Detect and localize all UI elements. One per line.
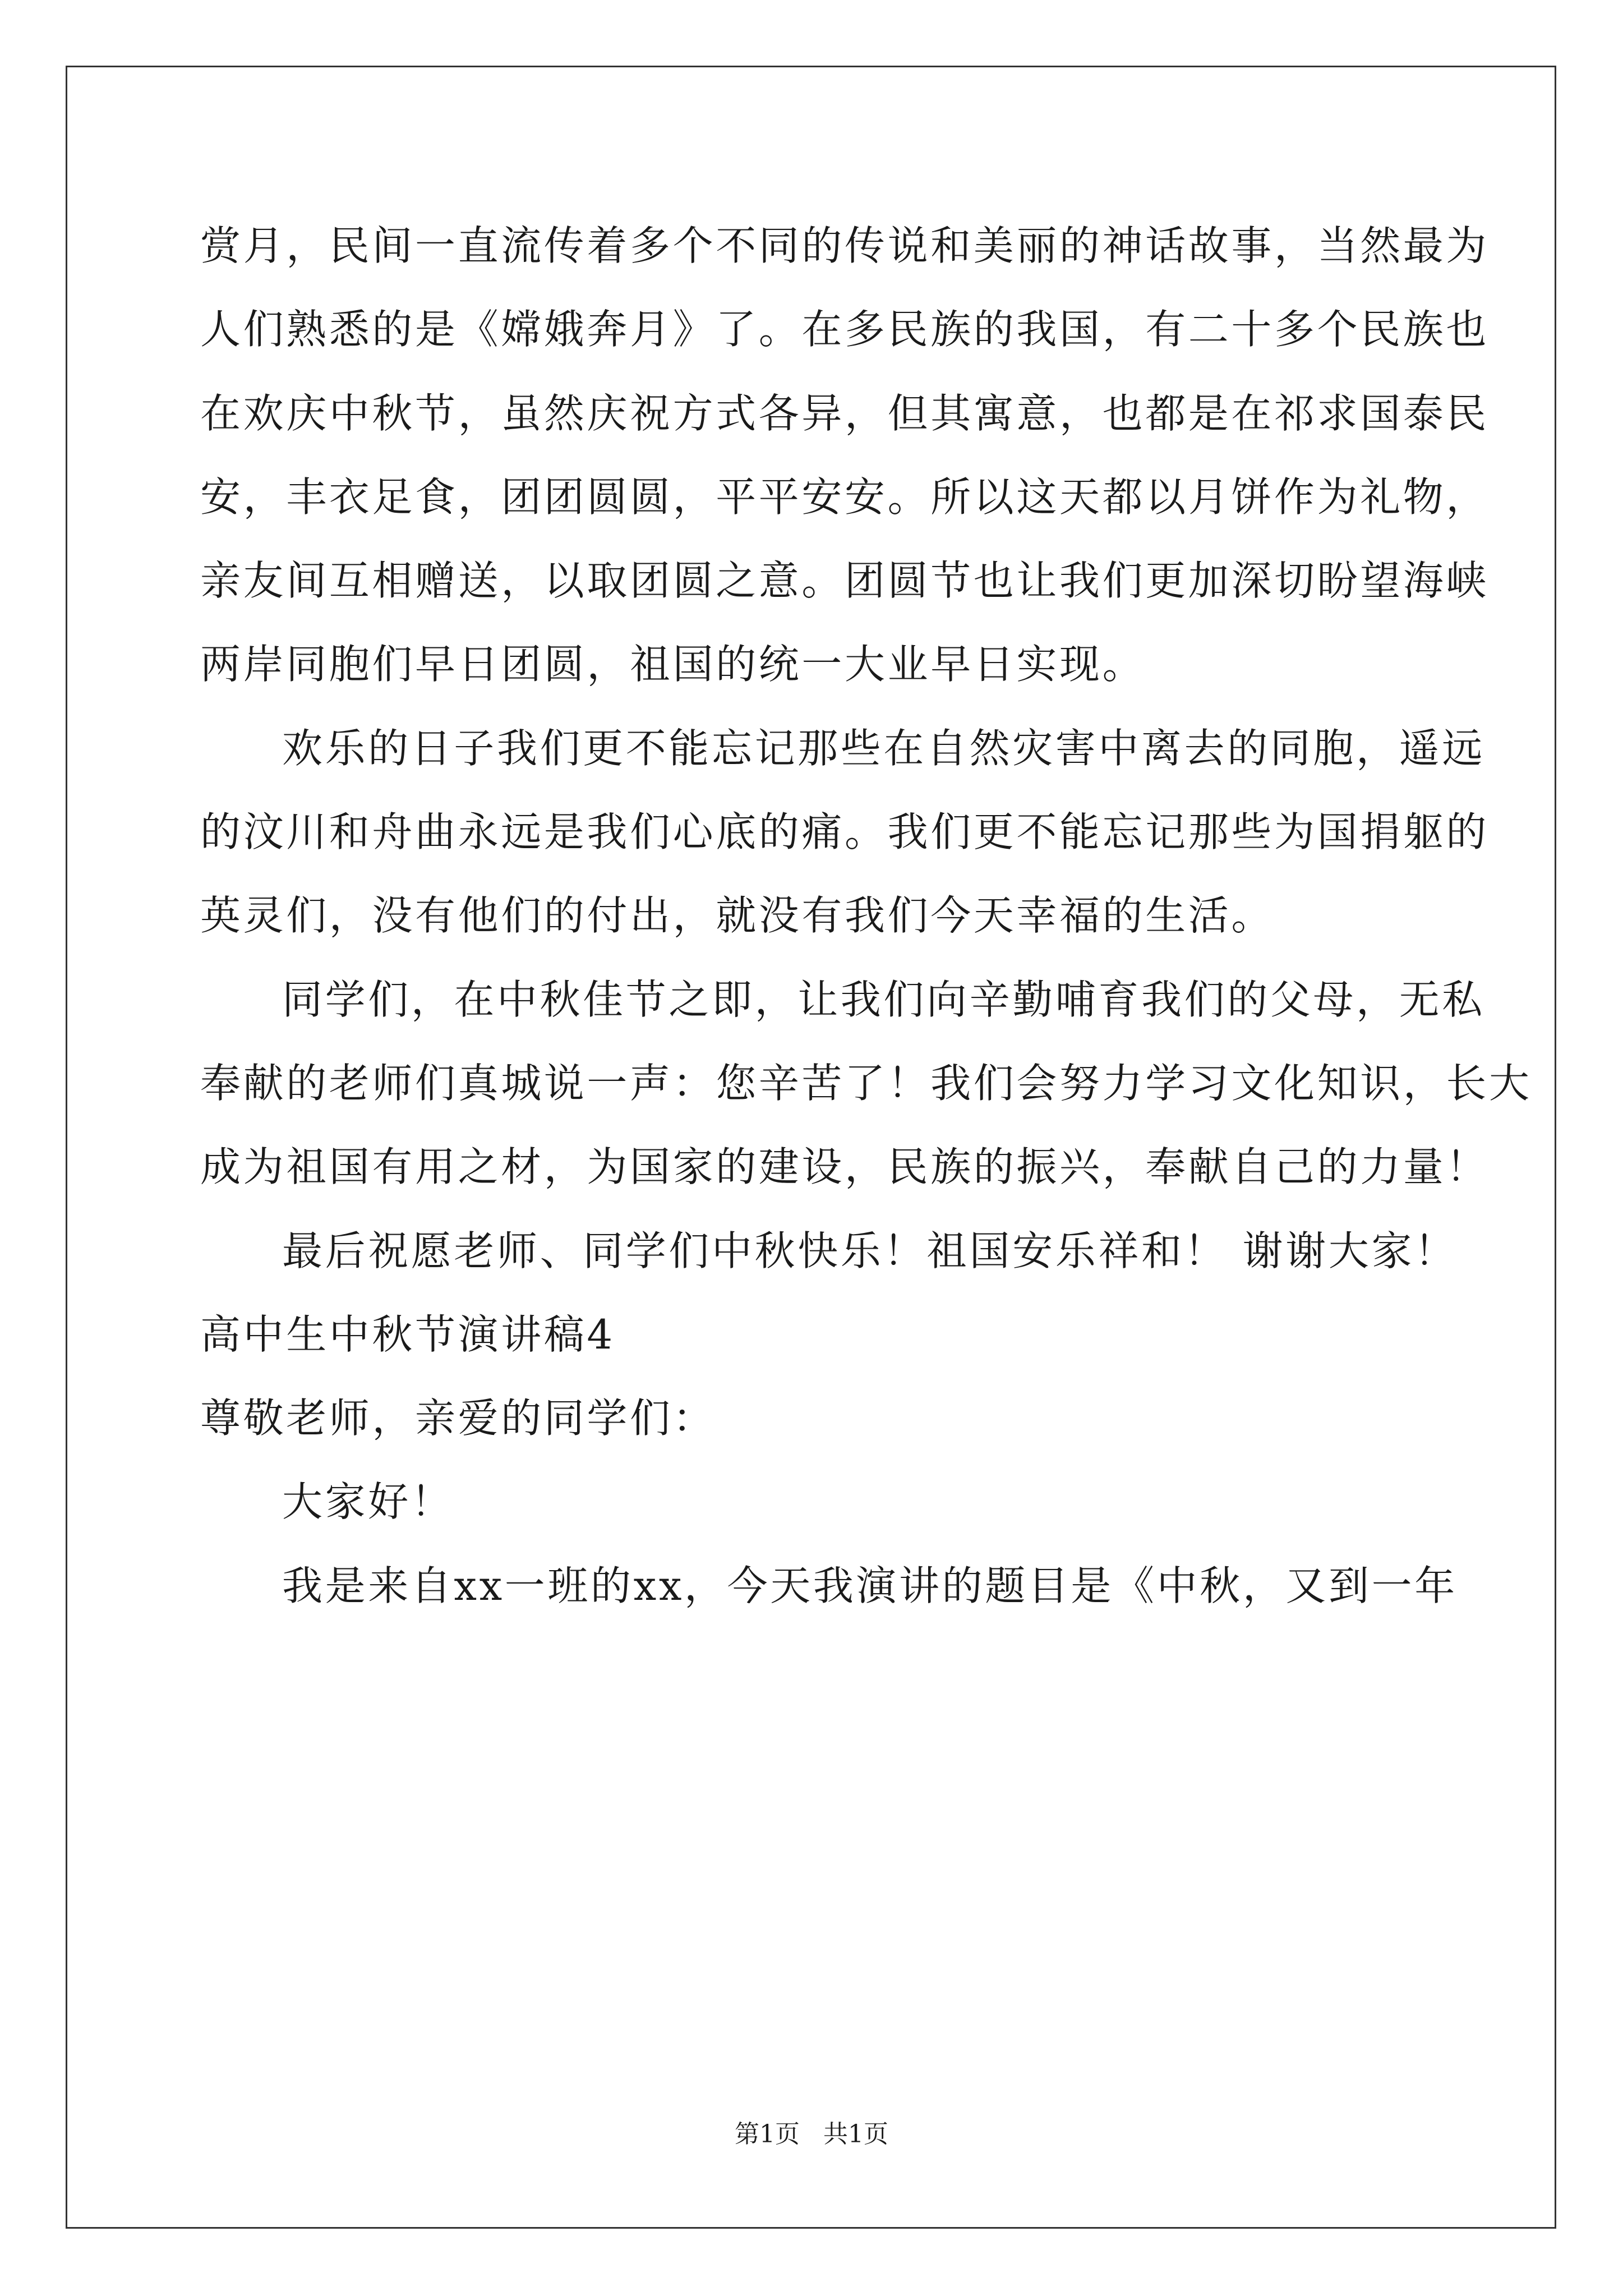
text-line: 赏月，民间一直流传着多个不同的传说和美丽的神话故事，当然最为 [200, 222, 1490, 269]
text-line: 人们熟悉的是《嫦娥奔月》了。在多民族的我国，有二十多个民族也 [200, 306, 1490, 353]
text-line: 的汶川和舟曲永远是我们心底的痛。我们更不能忘记那些为国捐躯的 [200, 808, 1490, 855]
salutation: 尊敬老师，亲爱的同学们： [200, 1395, 716, 1442]
section-heading: 高中生中秋节演讲稿4 [200, 1311, 615, 1358]
text-line: 在欢庆中秋节，虽然庆祝方式各异，但其寓意，也都是在祁求国泰民 [200, 390, 1490, 437]
text-line: 最后祝愿老师、同学们中秋快乐！祖国安乐祥和！ 谢谢大家！ [282, 1227, 1458, 1274]
page-footer: 第1页 共1页 [735, 2120, 888, 2148]
text-line: 同学们，在中秋佳节之即，让我们向辛勤哺育我们的父母，无私 [282, 976, 1485, 1023]
text-line: 欢乐的日子我们更不能忘记那些在自然灾害中离去的同胞，遥远 [282, 725, 1485, 772]
text-line: 奉献的老师们真城说一声：您辛苦了！我们会努力学习文化知识，长大 [200, 1060, 1532, 1107]
text-line: 安，丰衣足食，团团圆圆，平平安安。所以这天都以月饼作为礼物， [200, 473, 1490, 521]
text-line: 英灵们，没有他们的付出，就没有我们今天幸福的生活。 [200, 892, 1275, 939]
text-line: 亲友间互相赠送，以取团圆之意。团圆节也让我们更加深切盼望海峡 [200, 557, 1490, 604]
greeting: 大家好！ [282, 1478, 454, 1525]
text-line: 成为祖国有用之材，为国家的建设，民族的振兴，奉献自己的力量！ [200, 1143, 1490, 1190]
text-line: 我是来自xx一班的xx，今天我演讲的题目是《中秋，又到一年 [282, 1562, 1458, 1609]
text-line: 两岸同胞们早日团圆，祖国的统一大业早日实现。 [200, 641, 1146, 688]
